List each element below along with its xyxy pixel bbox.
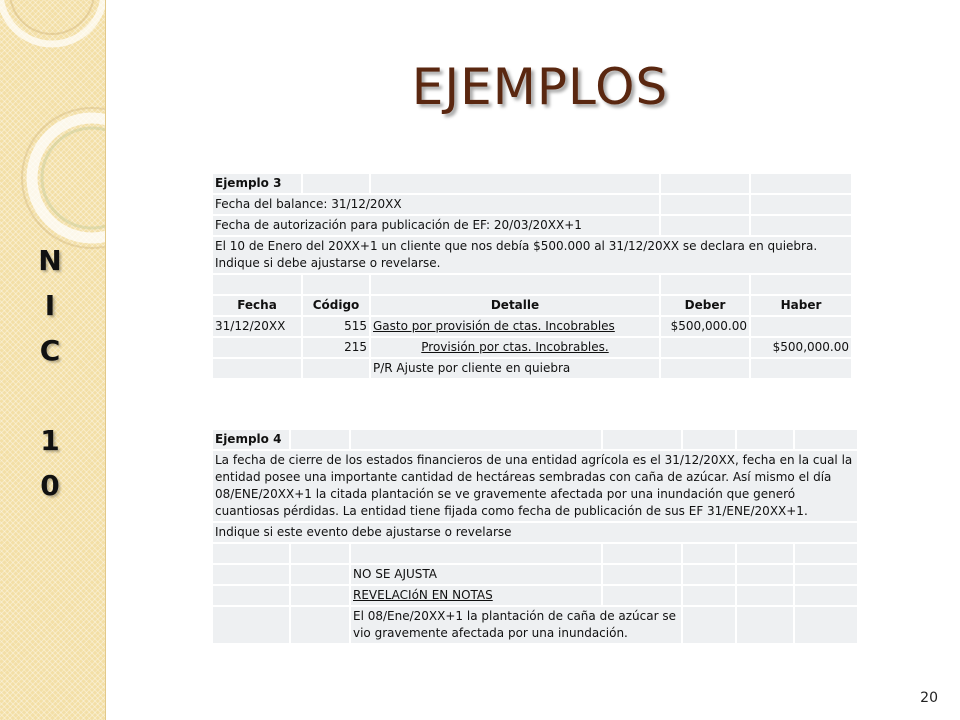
entry-debit — [660, 337, 750, 358]
side-letter: N — [38, 244, 62, 277]
entry-code: 515 — [302, 316, 370, 337]
entry-date: 31/12/20XX — [212, 316, 302, 337]
table-row — [212, 337, 852, 358]
entry-code: 215 — [302, 337, 370, 358]
side-title-nic10 — [28, 238, 72, 508]
table-row — [212, 215, 852, 236]
entry-date — [212, 337, 302, 358]
side-letter: I — [44, 289, 56, 322]
column-header: Fecha — [212, 295, 302, 316]
entry-debit: $500,000.00 — [660, 316, 750, 337]
entry-credit: $500,000.00 — [750, 337, 852, 358]
column-header: Detalle — [370, 295, 660, 316]
table-row — [212, 236, 852, 274]
entry-detail: Gasto por provisión de ctas. Incobrables — [370, 316, 660, 337]
table-row — [212, 522, 858, 543]
table-row — [212, 585, 858, 606]
side-letter: C — [39, 334, 61, 367]
table-row — [212, 194, 852, 215]
example4-question: Indique si este evento debe ajustarse o revelarse — [212, 522, 858, 543]
side-letter: 1 — [40, 424, 60, 457]
table-row — [212, 173, 852, 194]
column-header: Código — [302, 295, 370, 316]
example3-statement: El 10 de Enero del 20XX+1 un cliente que nos debía $500.000 al 31/12/20XX se declara en quiebra. Indique si debe ajustarse o revelarse. — [212, 236, 852, 274]
example3-balance-date: Fecha del balance: 31/12/20XX — [212, 194, 660, 215]
table-row — [212, 274, 852, 295]
example4-table — [211, 428, 859, 645]
table-row — [212, 429, 858, 450]
column-header: Haber — [750, 295, 852, 316]
answer-disclosure: REVELACIóN EN NOTAS — [350, 585, 602, 606]
example3-note: P/R Ajuste por cliente en quiebra — [370, 358, 660, 379]
table-row — [212, 564, 858, 585]
example3-heading: Ejemplo 3 — [212, 173, 302, 194]
page-number: 20 — [920, 690, 938, 706]
table-row — [212, 450, 858, 522]
side-letter — [28, 373, 72, 418]
example4-heading: Ejemplo 4 — [212, 429, 290, 450]
answer-no-adjust: NO SE AJUSTA — [350, 564, 602, 585]
table-row — [212, 316, 852, 337]
answer-detail: El 08/Ene/20XX+1 la plantación de caña de azúcar se vio gravemente afectada por una inundación. — [350, 606, 682, 644]
table-row — [212, 606, 858, 644]
example3-header-row — [212, 295, 852, 316]
example4-statement: La fecha de cierre de los estados financieros de una entidad agrícola es el 31/12/20XX, fecha en la cual la entidad posee una importante cantidad de hectáreas sembradas con caña de azúcar. Así mismo el día 08/ENE/20XX+1 la citada plantación se ve gravemente afectada por una inundación que generó cuantiosas pérdidas. La entidad tiene fijada como fecha de publicación de sus EF 31/ENE/20XX+1. — [212, 450, 858, 522]
entry-credit — [750, 316, 852, 337]
page-title: EJEMPLOS — [411, 58, 669, 116]
example3-table — [211, 172, 853, 380]
entry-detail: Provisión por ctas. Incobrables. — [370, 337, 660, 358]
table-row — [212, 358, 852, 379]
side-letter: 0 — [40, 469, 60, 502]
example3-authorization-date: Fecha de autorización para publicación de EF: 20/03/20XX+1 — [212, 215, 660, 236]
table-row — [212, 543, 858, 564]
column-header: Deber — [660, 295, 750, 316]
